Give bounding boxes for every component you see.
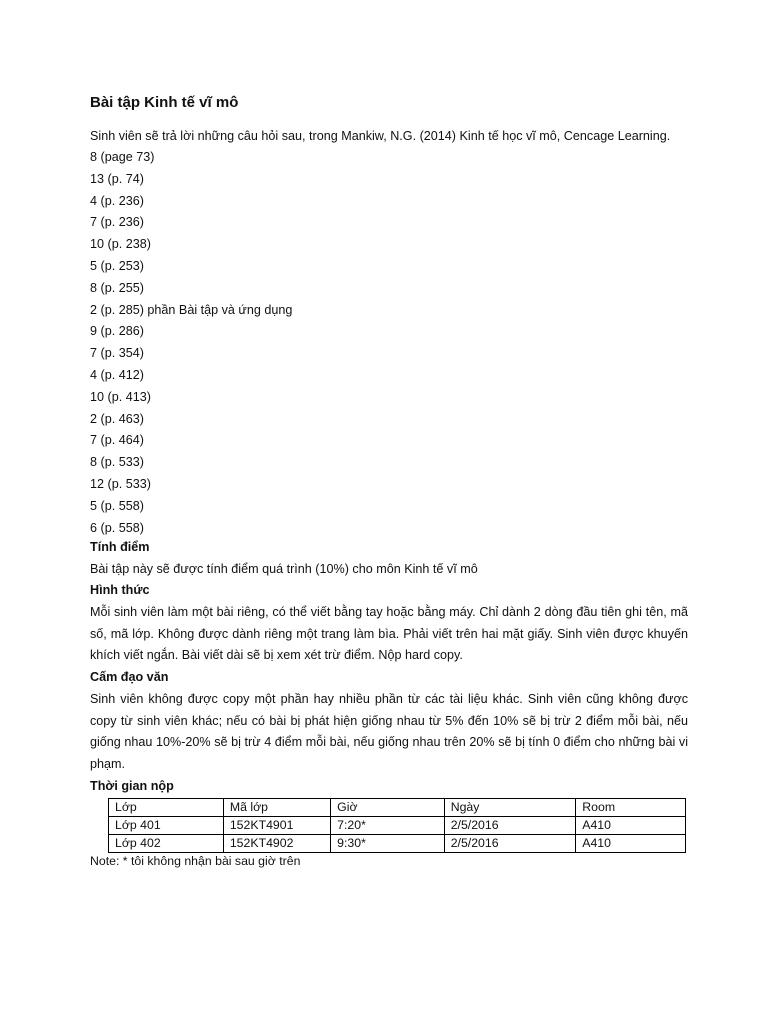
plagiarism-section bbox=[90, 667, 688, 776]
exercise-item: 8 (page 73) bbox=[90, 150, 155, 164]
document-title: Bài tập Kinh tế vĩ mô bbox=[90, 94, 239, 111]
deadline-heading: Thời gian nộp bbox=[90, 779, 174, 793]
exercise-item: 5 (p. 558) bbox=[90, 498, 144, 513]
table-header-cell: Lớp bbox=[109, 799, 224, 817]
table-row bbox=[109, 817, 686, 835]
table-header-cell: Room bbox=[576, 799, 686, 817]
table-header-cell: Mã lớp bbox=[223, 799, 330, 817]
table-row bbox=[109, 835, 686, 853]
grading-text: Bài tập này sẽ được tính điểm quá trình (10%) cho môn Kinh tế vĩ mô bbox=[90, 561, 478, 576]
exercise-list bbox=[90, 147, 292, 539]
exercise-item: 7 (p. 236) bbox=[90, 215, 144, 230]
deadline-section bbox=[90, 776, 688, 798]
table-cell: 7:20* bbox=[331, 817, 445, 835]
plagiarism-heading: Cấm đạo văn bbox=[90, 670, 169, 684]
exercise-item: 5 (p. 253) bbox=[90, 258, 144, 273]
exercise-item: 7 (p. 354) bbox=[90, 346, 144, 361]
format-section bbox=[90, 580, 688, 667]
intro-text: Sinh viên sẽ trả lời những câu hỏi sau, trong Mankiw, N.G. (2014) Kinh tế học vĩ mô, Cencage Learning. bbox=[90, 129, 671, 143]
deadline-table bbox=[108, 798, 686, 853]
exercise-item: 8 (p. 255) bbox=[90, 280, 144, 295]
exercise-item: 4 (p. 412) bbox=[90, 367, 144, 382]
grading-heading: Tính điểm bbox=[90, 540, 150, 554]
grading-section bbox=[90, 537, 688, 581]
table-cell: 2/5/2016 bbox=[444, 817, 576, 835]
table-cell: A410 bbox=[576, 835, 686, 853]
table-cell: 2/5/2016 bbox=[444, 835, 576, 853]
table-header-cell: Giờ bbox=[331, 799, 445, 817]
exercise-item: 12 (p. 533) bbox=[90, 476, 151, 491]
exercise-item: 2 (p. 285) phần Bài tập và ứng dụng bbox=[90, 302, 293, 317]
table-cell: 152KT4901 bbox=[223, 817, 330, 835]
table-cell: 152KT4902 bbox=[223, 835, 330, 853]
exercise-item: 9 (p. 286) bbox=[90, 324, 144, 339]
exercise-item: 13 (p. 74) bbox=[90, 171, 144, 186]
format-text: Mỗi sinh viên làm một bài riêng, có thể viết bằng tay hoặc bằng máy. Chỉ dành 2 dòng đầu tiên ghi tên, mã số, mã lớp. Không được dành riêng một trang làm bìa. Phải viết trên hai mặt giấy. Sinh viên được khuyến khích viết ngắn. Bài viết dài sẽ bị xem xét trừ điểm. Nộp hard copy. bbox=[90, 604, 688, 663]
format-heading: Hình thức bbox=[90, 583, 150, 597]
exercise-item: 7 (p. 464) bbox=[90, 433, 144, 448]
table-header-cell: Ngày bbox=[444, 799, 576, 817]
plagiarism-text: Sinh viên không được copy một phần hay nhiều phần từ các tài liệu khác. Sinh viên cũng không được copy từ sinh viên khác; nếu có bài bị phát hiện giống nhau từ 5% đến 10% sẽ bị trừ 2 điểm mỗi bài, nếu giống nhau 10%-20% sẽ bị trừ 4 điểm mỗi bài, nếu giống nhau trên 20% sẽ bị tính 0 điểm cho những bài vi phạm. bbox=[90, 691, 688, 772]
exercise-item: 4 (p. 236) bbox=[90, 193, 144, 208]
exercise-item: 2 (p. 463) bbox=[90, 411, 144, 426]
table-cell: Lớp 401 bbox=[109, 817, 224, 835]
table-cell: A410 bbox=[576, 817, 686, 835]
exercise-item: 8 (p. 533) bbox=[90, 455, 144, 470]
table-cell: Lớp 402 bbox=[109, 835, 224, 853]
exercise-item: 10 (p. 413) bbox=[90, 389, 151, 404]
exercise-item: 10 (p. 238) bbox=[90, 237, 151, 252]
exercise-item: 6 (p. 558) bbox=[90, 520, 144, 535]
deadline-note: Note: * tôi không nhận bài sau giờ trên bbox=[90, 854, 301, 868]
table-header-row bbox=[109, 799, 686, 817]
table-cell: 9:30* bbox=[331, 835, 445, 853]
